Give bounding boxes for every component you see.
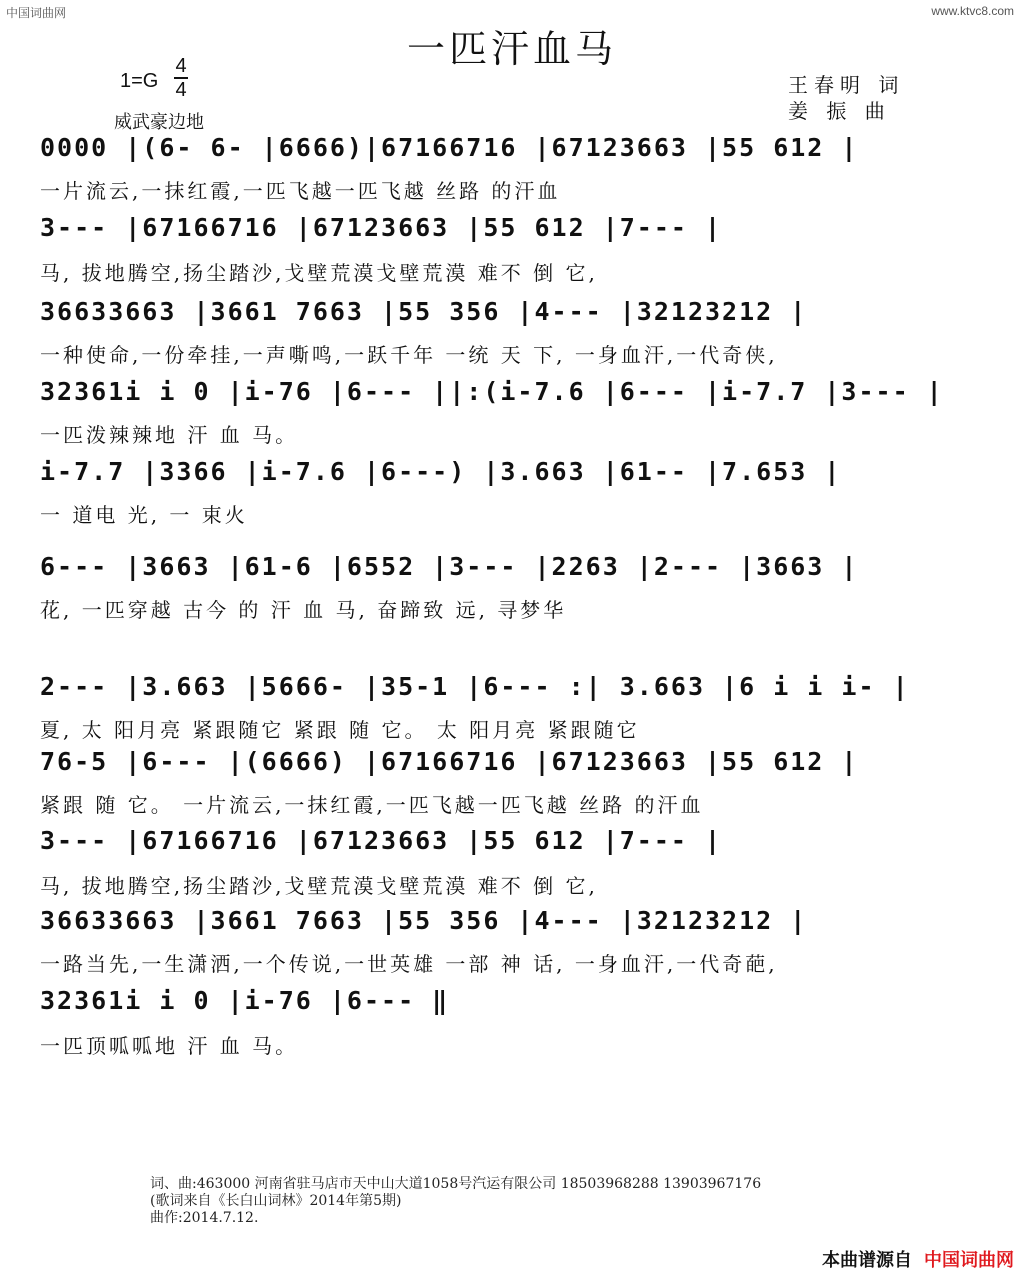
credits <box>788 72 904 124</box>
notation-line: 32361i i 0 |i-76 |6--- ||:(i-7.6 |6--- |i-7.7 |3--- | <box>40 377 944 406</box>
notation-line: 0000 |(6- 6- |6666)|67166716 |67123663 |55 612 | <box>40 133 859 162</box>
notation-line: 32361i i 0 |i-76 |6--- ‖ <box>40 986 450 1015</box>
lyrics-line: 马, 拔地腾空,扬尘踏沙,戈壁荒漠戈壁荒漠 难不 倒 它, <box>40 874 598 898</box>
time-signature-bottom: 4 <box>175 79 187 101</box>
notation-line: i-7.7 |3366 |i-7.6 |6---) |3.663 |61-- |7.653 | <box>40 457 842 486</box>
site-watermark-left: 中国词曲网 <box>6 6 67 20</box>
lyrics-line: 夏, 太 阳月亮 紧跟随它 紧跟 随 它。 太 阳月亮 紧跟随它 <box>40 718 640 742</box>
lyricist-credit: 王春明 词 <box>788 73 905 97</box>
notation-line: 36633663 |3661 7663 |55 356 |4--- |32123212 | <box>40 906 808 935</box>
footer-date: 曲作:2014.7.12. <box>150 1210 259 1226</box>
lyrics-line: 一片流云,一抹红霞,一匹飞越一匹飞越 丝路 的汗血 <box>40 179 561 203</box>
lyrics-line: 一路当先,一生潇洒,一个传说,一世英雄 一部 神 话, 一身血汗,一代奇葩, <box>40 952 778 976</box>
notation-line: 2--- |3.663 |5666- |35-1 |6--- :| 3.663 |6 i i i- | <box>40 672 910 701</box>
time-signature <box>174 56 188 100</box>
footer-source-note: (歌词来自《长白山词林》2014年第5期) <box>150 1193 402 1209</box>
time-signature-top: 4 <box>175 55 187 77</box>
composer-credit: 姜 振 曲 <box>788 99 891 123</box>
source-label: 本曲谱源自 <box>822 1250 912 1270</box>
lyrics-line: 一种使命,一份牵挂,一声嘶鸣,一跃千年 一统 天 下, 一身血汗,一代奇侠, <box>40 343 778 367</box>
footer-notes <box>150 1176 761 1227</box>
lyrics-line: 一匹泼辣辣地 汗 血 马。 <box>40 423 299 447</box>
song-title: 一匹汗血马 <box>406 27 617 71</box>
lyrics-line: 马, 拔地腾空,扬尘踏沙,戈壁荒漠戈壁荒漠 难不 倒 它, <box>40 261 598 285</box>
notation-line: 3--- |67166716 |67123663 |55 612 |7--- | <box>40 213 723 242</box>
tempo-mood: 威武豪边地 <box>114 112 204 133</box>
footer-contact: 词、曲:463000 河南省驻马店市天中山大道1058号汽运有限公司 18503968288 13903967176 <box>150 1176 762 1192</box>
key-signature: 1=G <box>120 70 159 92</box>
site-watermark-right: www.ktvc8.com <box>931 4 1014 18</box>
source-credit <box>822 1246 1014 1272</box>
notation-line: 36633663 |3661 7663 |55 356 |4--- |32123212 | <box>40 297 808 326</box>
source-site-link[interactable]: 中国词曲网 <box>924 1250 1014 1270</box>
notation-line: 6--- |3663 |61-6 |6552 |3--- |2263 |2--- |3663 | <box>40 552 859 581</box>
lyrics-line: 一 道电 光, 一 束火 <box>40 503 248 527</box>
notation-line: 3--- |67166716 |67123663 |55 612 |7--- | <box>40 826 723 855</box>
lyrics-line: 紧跟 随 它。 一片流云,一抹红霞,一匹飞越一匹飞越 丝路 的汗血 <box>40 793 704 817</box>
lyrics-line: 一匹顶呱呱地 汗 血 马。 <box>40 1034 299 1058</box>
lyrics-line: 花, 一匹穿越 古今 的 汗 血 马, 奋蹄致 远, 寻梦华 <box>40 598 567 622</box>
notation-line: 76-5 |6--- |(6666) |67166716 |67123663 |55 612 | <box>40 747 859 776</box>
